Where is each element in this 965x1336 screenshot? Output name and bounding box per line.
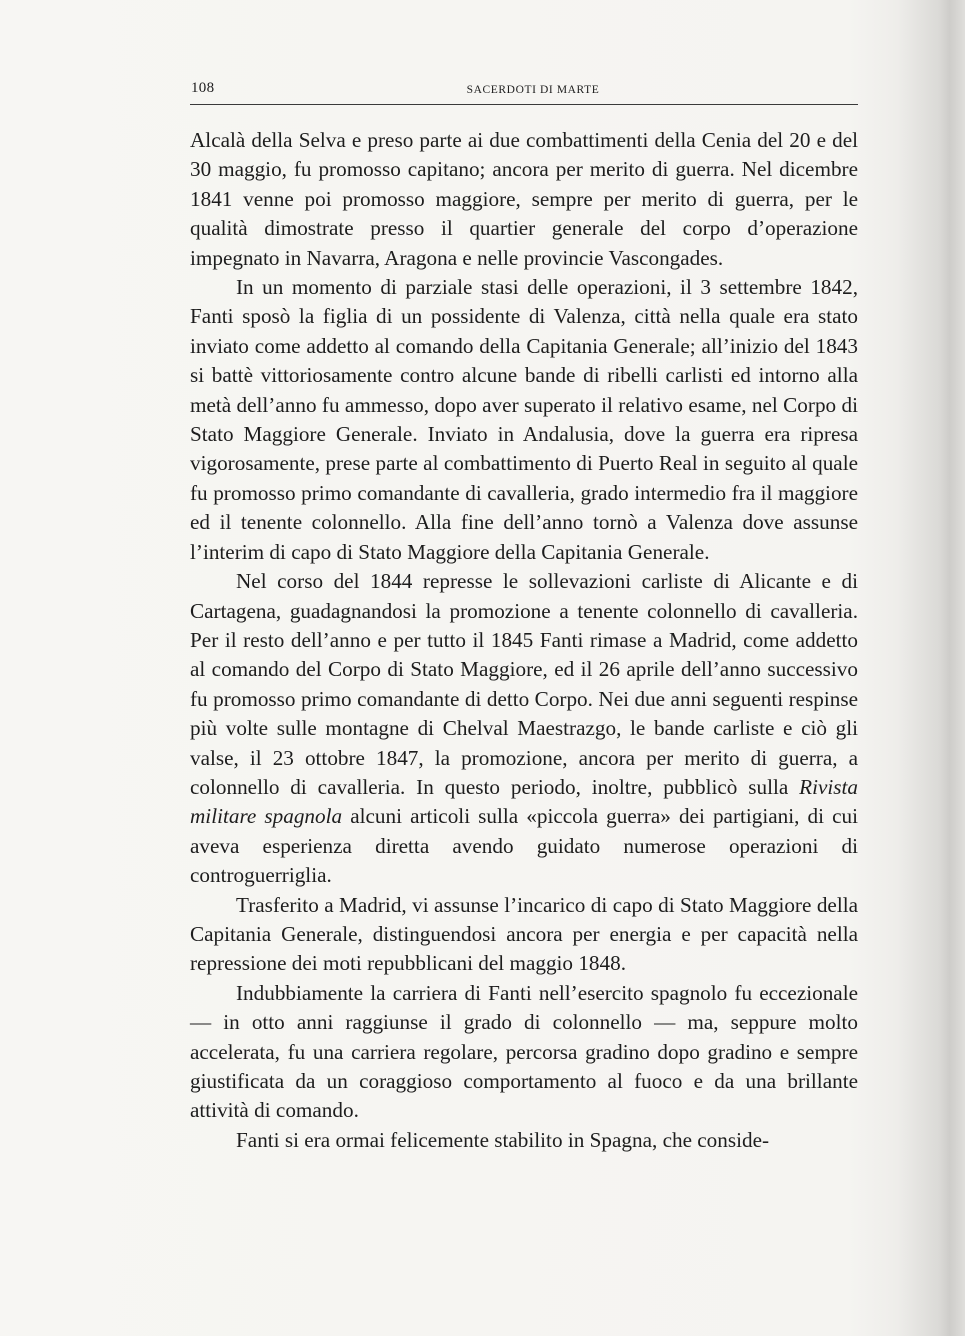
paragraph-3-text-start: Nel corso del 1844 represse le sollevazioni carliste di Alicante e di Cartagena, guadagnandosi la promozione a tenente colonnello di cavalleria. Per il resto dell’anno e per tutto il 1845 Fanti rimase a Madrid, come addetto al comando del Corpo di Stato Maggiore, ed il 26 aprile dell’anno successivo fu promosso primo comandante di detto Corpo. Nei due anni seguenti respinse più volte sulle montagne di Chelval Maestrazgo, le bande carliste e ciò gli valse, il 23 ottobre 1847, la promozione, ancora per merito di guerra, a colonnello di cavalleria. In questo periodo, inoltre, pubblicò sulla (190, 569, 858, 799)
paragraph-3-text-end: alcuni articoli sulla «piccola guerra» dei partigiani, di cui aveva esperienza diretta avendo guidato numerose operazioni di controguerriglia. (190, 804, 859, 888)
paragraph-3 (190, 567, 858, 890)
page-gutter-shadow (937, 0, 965, 1336)
body-text (190, 126, 858, 1155)
paragraph-1: Alcalà della Selva e preso parte ai due combattimenti della Cenia del 20 e del 30 maggio, fu promosso capitano; ancora per merito di guerra. Nel dicembre 1841 venne poi promosso maggiore, sempre per merito di guerra, per le qualità dimostrate presso il quartier generale del corpo d’operazione impegnato in Navarra, Aragona e nelle provincie Vascongades. (190, 128, 858, 270)
page-number: 108 (191, 80, 215, 96)
paragraph-5: Indubbiamente la carriera di Fanti nell’esercito spagnolo fu eccezionale — in otto anni raggiunse il grado di colonnello — ma, seppure molto accelerata, fu una carriera regolare, percorsa gradino dopo gradino e sempre giustificata da un coraggioso comportamento al fuoco e da una brillante attività di comando. (190, 980, 858, 1123)
running-title: SACERDOTI DI MARTE (466, 84, 600, 96)
paragraph-6: Fanti si era ormai felicemente stabilito in Spagna, che conside- (236, 1127, 770, 1152)
paragraph-4: Trasferito a Madrid, vi assunse l’incarico di capo di Stato Maggiore della Capitania Generale, distinguendosi ancora per energia e per capacità nella repressione dei moti repubblicani del maggio 1848. (190, 892, 858, 976)
journal-title-italic: Rivista militare spagnola (190, 774, 858, 829)
running-head (190, 80, 858, 105)
paragraph-2: In un momento di parziale stasi delle operazioni, il 3 settembre 1842, Fanti sposò la figlia di un possidente di Valenza, città nella quale era stato inviato come addetto al comando della Capitania Generale; all’inizio del 1843 si battè vittoriosamente contro alcune bande di ribelli carlisti ed intorno alla metà dell’anno fu ammesso, dopo aver superato il relativo esame, nel Corpo di Stato Maggiore Generale. Inviato in Andalusia, dove la guerra era ripresa vigorosamente, prese parte al combattimento di Puerto Real in seguito al quale fu promosso primo comandante di cavalleria, grado intermedio fra il maggiore ed il tenente colonnello. Alla fine dell’anno tornò a Valenza dove assunse l’interim di capo di Stato Maggiore della Capitania Generale. (190, 275, 858, 564)
